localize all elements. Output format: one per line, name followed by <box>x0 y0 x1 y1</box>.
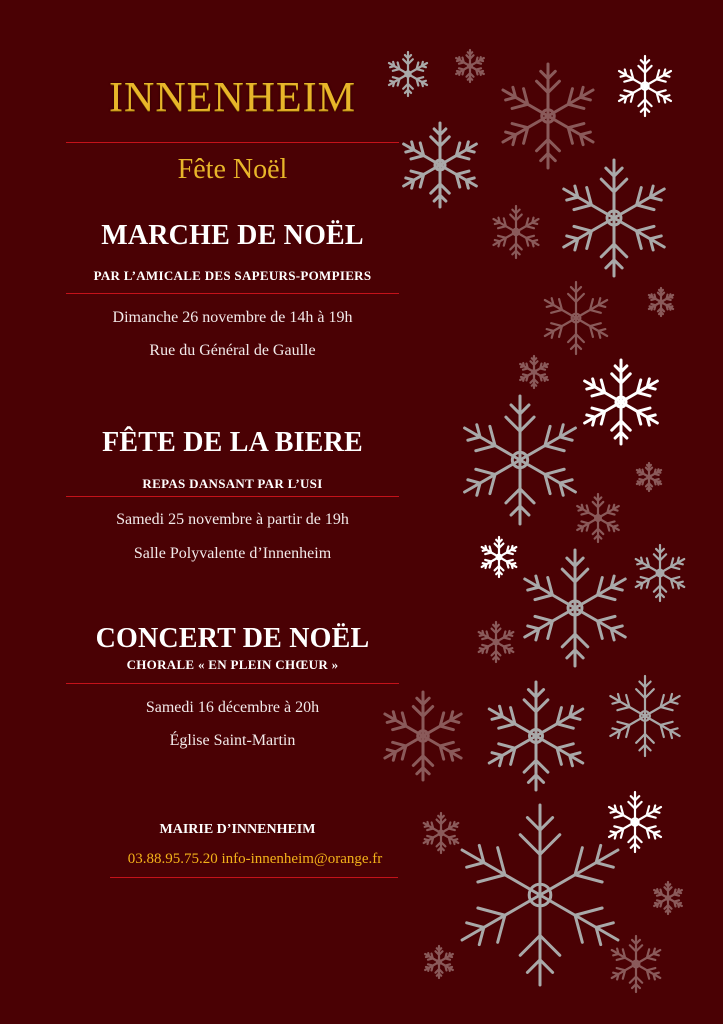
snowflake-icon <box>635 463 662 491</box>
snowflake-icon <box>479 537 518 577</box>
mairie-name: MAIRIE D’INNENHEIM <box>159 822 316 837</box>
event-title: CONCERT DE NOËL <box>95 623 370 654</box>
snowflake-icon <box>652 882 683 914</box>
snowflake-icon <box>580 360 662 444</box>
event-title: MARCHE DE NOËL <box>101 220 364 251</box>
event-place: Rue du Général de Gaulle <box>149 342 316 359</box>
event-organizer: REPAS DANSANT PAR L’USI <box>142 476 323 491</box>
snowflake-icon <box>518 550 631 666</box>
snowflake-icon <box>421 813 460 853</box>
snowflake-icon <box>616 56 675 116</box>
snowflake-icon <box>633 545 688 601</box>
contact-info: 03.88.95.75.20 info-innenheim@orange.fr <box>127 851 383 867</box>
snowflake-icon <box>399 123 481 207</box>
snowflake-icon <box>518 356 549 388</box>
event-organizer: CHORALE « EN PLEIN CHŒUR » <box>126 657 339 672</box>
page-subtitle: Fête Noël <box>177 154 288 185</box>
event-date: Samedi 25 novembre à partir de 19h <box>116 511 349 528</box>
snowflake-icon <box>380 692 466 780</box>
snowflake-icon <box>452 805 628 985</box>
snowflake-icon <box>458 396 583 524</box>
snowflake-icon <box>557 160 670 276</box>
snowflake-icon <box>647 288 674 316</box>
event-title: FÊTE DE LA BIERE <box>102 427 363 458</box>
snowflake-icon <box>606 676 684 756</box>
event-date: Dimanche 26 novembre de 14h à 19h <box>112 309 353 326</box>
snowflake-icon <box>575 494 622 542</box>
snowflake-icon <box>606 792 665 852</box>
snowflake-icon <box>541 282 611 354</box>
snowflake-icon <box>497 64 599 168</box>
event-date: Samedi 16 décembre à 20h <box>145 699 320 716</box>
snowflake-icon <box>609 936 664 992</box>
event-place: Salle Polyvalente d’Innenheim <box>133 545 332 562</box>
event-place: Église Saint-Martin <box>169 732 296 749</box>
page-title: INNENHEIM <box>109 75 356 121</box>
snowflake-icon <box>423 946 454 978</box>
snowflake-icon <box>387 52 430 96</box>
event-organizer: PAR L’AMICALE DES SAPEURS-POMPIERS <box>93 268 372 283</box>
snowflake-icon <box>491 206 542 258</box>
snowflake-icon <box>483 682 588 790</box>
snowflake-icon <box>476 622 515 662</box>
snowflake-icon <box>454 50 485 82</box>
